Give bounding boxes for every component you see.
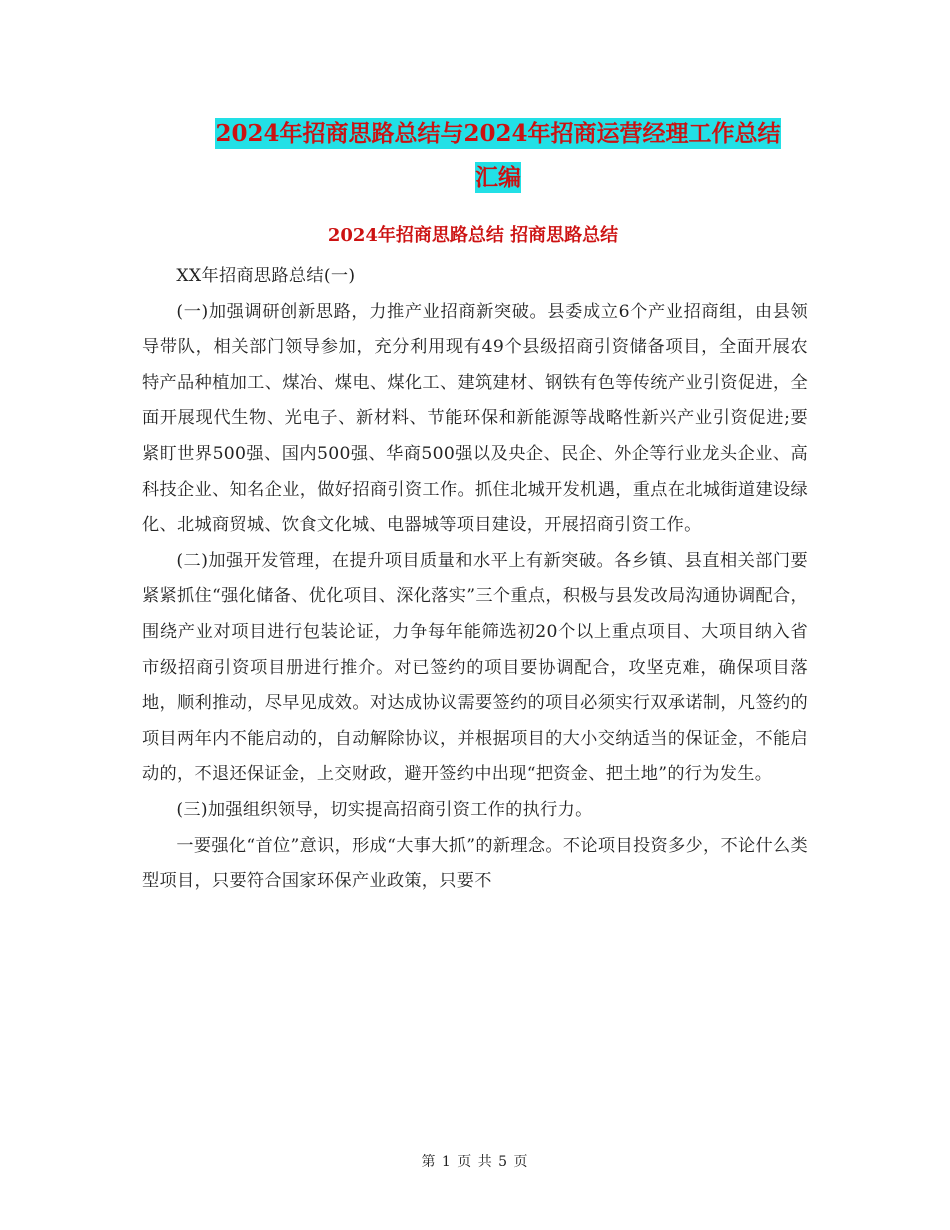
document-body [142,259,808,900]
page-footer: 第 1 页 共 5 页 [421,1154,529,1170]
section-heading: 2024年招商思路总结 招商思路总结 [327,225,619,246]
paragraph: (一)加强调研创新思路，力推产业招商新突破。县委成立6个产业招商组，由县领导带队，相关部门领导参加，充分利用现有49个县级招商引资储备项目，全面开展农特产品种植加工、煤冶、煤电、煤化工、建筑建材、钢铁有色等传统产业引资促进，全面开展现代生物、光电子、新材料、节能环保和新能源等战略性新兴产业引资促进;要紧盯世界500强、国内500强、华商500强以及央企、民企、外企等行业龙头企业、高科技企业、知名企业，做好招商引资工作。抓住北城开发机遇，重点在北城街道建设绿化、北城商贸城、饮食文化城、电器城等项目建设，开展招商引资工作。 [142,301,808,536]
paragraph: (三)加强组织领导，切实提高招商引资工作的执行力。 [176,799,593,820]
title-line-2: 汇编 [475,164,521,191]
document-title [140,112,856,200]
paragraph-heading: XX年招商思路总结(一) [176,266,356,286]
title-line-1: 2024年招商思路总结与2024年招商运营经理工作总结 [215,120,781,147]
paragraph: 一要强化“首位”意识，形成“大事大抓”的新理念。不论项目投资多少，不论什么类型项目，只要符合国家环保产业政策，只要不 [142,835,808,892]
paragraph: (二)加强开发管理，在提升项目质量和水平上有新突破。各乡镇、县直相关部门要紧紧抓住“强化储备、优化项目、深化落实”三个重点，积极与县发改局沟通协调配合，围绕产业对项目进行包装论证，力争每年能筛选初20个以上重点项目、大项目纳入省市级招商引资项目册进行推介。对已签约的项目要协调配合，攻坚克难，确保项目落地，顺利推动，尽早见成效。对达成协议需要签约的项目必须实行双承诺制，凡签约的项目两年内不能启动的，自动解除协议，并根据项目的大小交纳适当的保证金，不能启动的，不退还保证金，上交财政，避开签约中出现“把资金、把土地”的行为发生。 [142,550,808,785]
